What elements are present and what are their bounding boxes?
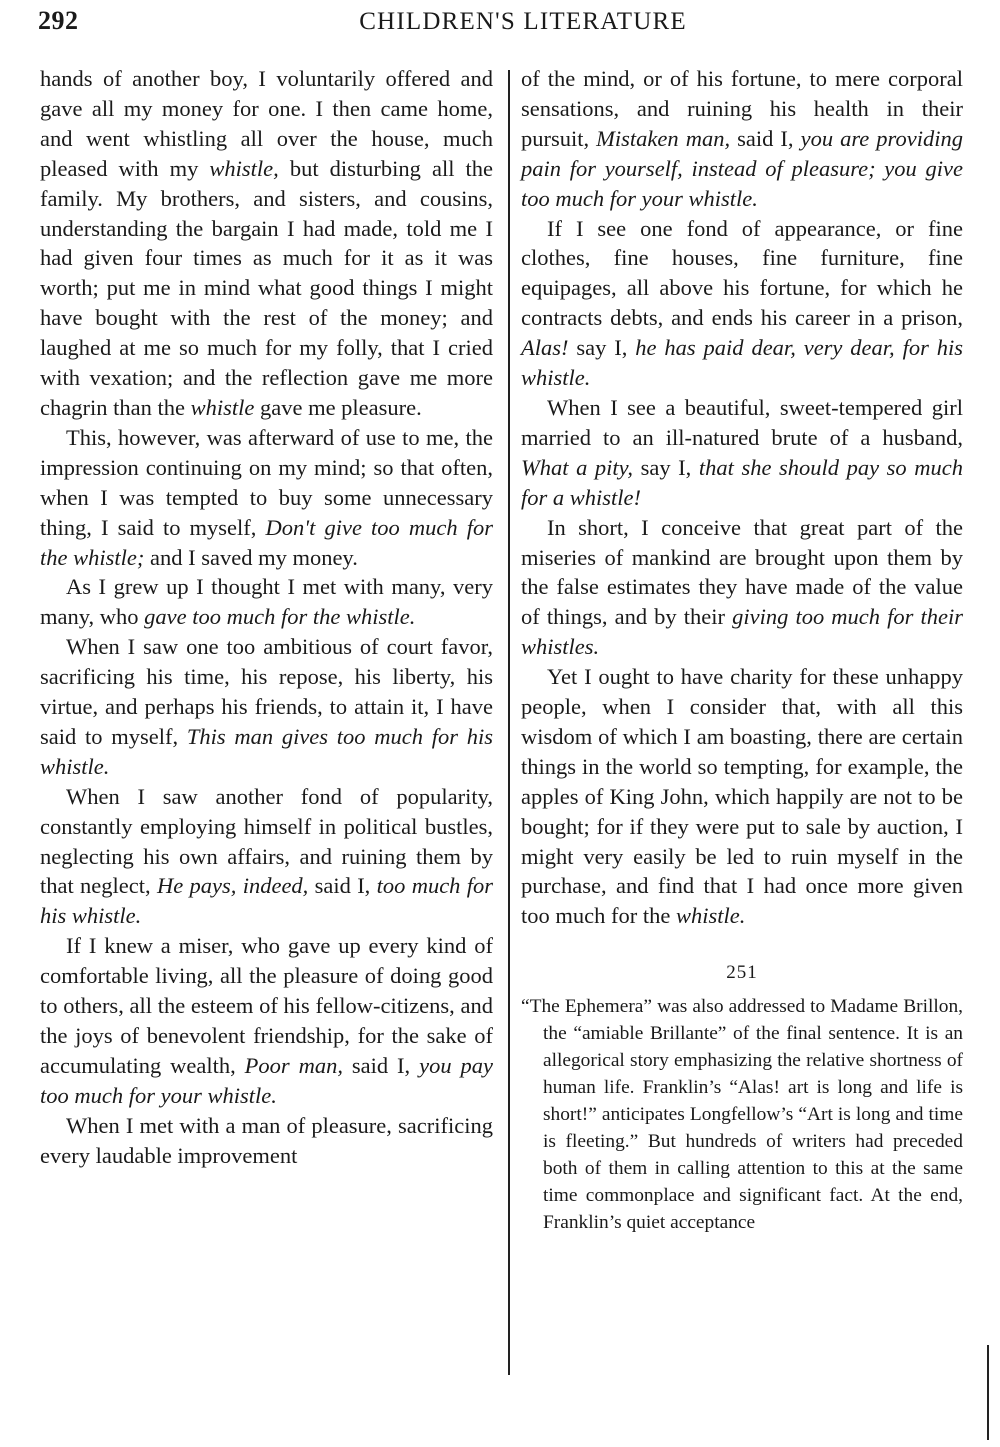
editorial-note: “The Ephemera” was also addressed to Madame Brillon, the “amiable Brillante” of the final sentence. It is an allegorical story emphasizing the relative shortness of human life. Franklin’s “Alas! art is long and life is short!” anticipates Longfellow’s “Art is long and time is fleeting.” But hundreds of writers had preceded both of them in calling attention to this at the same time commonplace and significant fact. At the end, Franklin’s quiet acceptance — [521, 996, 963, 1233]
note-number: 251 — [726, 962, 758, 984]
page-edge-mark — [987, 1345, 989, 1440]
page-number: 292 — [38, 6, 79, 35]
paragraph: Yet I ought to have charity for these unhappy people, when I consider that, with all this wisdom of which I am boasting, there are certain things in the world so tempting, for example, the apples of King John, which happily are not to be bought; for if they were put to sale by auction, I might very easily be led to ruin myself in the purchase, and find that I had once more given too much for the whistle. — [521, 664, 963, 929]
column-divider — [508, 70, 510, 1375]
paragraph: of the mind, or of his fortune, to mere corporal sensations, and ruining his health in their pursuit, Mistaken man, said I, you are providing pain for yourself, instead of pleasure; you give too much for your whistle. — [521, 66, 963, 211]
paragraph: If I knew a miser, who gave up every kind of comfortable living, all the pleasure of doing good to others, all the esteem of his fellow-citizens, and the joys of benevolent friendship, for the sake of accumulating wealth, Poor man, said I, you pay too much for your whistle. — [40, 933, 493, 1108]
paragraph: If I see one fond of appearance, or fine clothes, fine houses, fine furniture, fine equipages, all above his fortune, for which he contracts debts, and ends his career in a prison, Alas! say I, he has paid dear, very dear, for his whistle. — [521, 215, 963, 391]
paragraph: When I met with a man of pleasure, sacrificing every laudable improvement — [40, 1112, 493, 1168]
paragraph: This, however, was afterward of use to me, the impression continuing on my mind; so that often, when I was tempted to buy some unnecessary thing, I said to myself, Don't give too much for the whistle; and I saved my money. — [40, 424, 493, 570]
paragraph: When I see a beautiful, sweet-tempered girl married to an ill-natured brute of a husband, What a pity, say I, that she should pay so much for a whistle! — [521, 394, 963, 510]
paragraph: As I grew up I thought I met with many, very many, who gave too much for the whistle. — [40, 574, 493, 630]
paragraph: When I saw one too ambitious of court favor, sacrificing his time, his repose, his liberty, his virtue, and perhaps his friends, to attain it, I have said to myself, This man gives too much for his whistle. — [40, 634, 493, 779]
paragraph: In short, I conceive that great part of the miseries of mankind are brought upon them by the false estimates they have made of the value of things, and by their giving too much for their whistles. — [521, 514, 963, 660]
right-column — [521, 64, 963, 1236]
running-title: CHILDREN'S LITERATURE — [359, 8, 687, 35]
left-column — [40, 64, 493, 1171]
page-header — [38, 6, 968, 40]
paragraph: hands of another boy, I voluntarily offered and gave all my money for one. I then came home, and went whistling all over the house, much pleased with my whistle, but disturbing all the family. My brothers, and sisters, and cousins, understanding the bargain I had made, told me I had given four times as much for it as it was worth; put me in mind what good things I might have bought with the rest of the money; and laughed at me so much for my folly, that I cried with vexation; and the reflection gave me more chagrin than the whistle gave me pleasure. — [40, 66, 493, 420]
paragraph: When I saw another fond of popularity, constantly employing himself in political bustles, neglecting his own affairs, and ruining them by that neglect, He pays, indeed, said I, too much for his whistle. — [40, 783, 494, 929]
